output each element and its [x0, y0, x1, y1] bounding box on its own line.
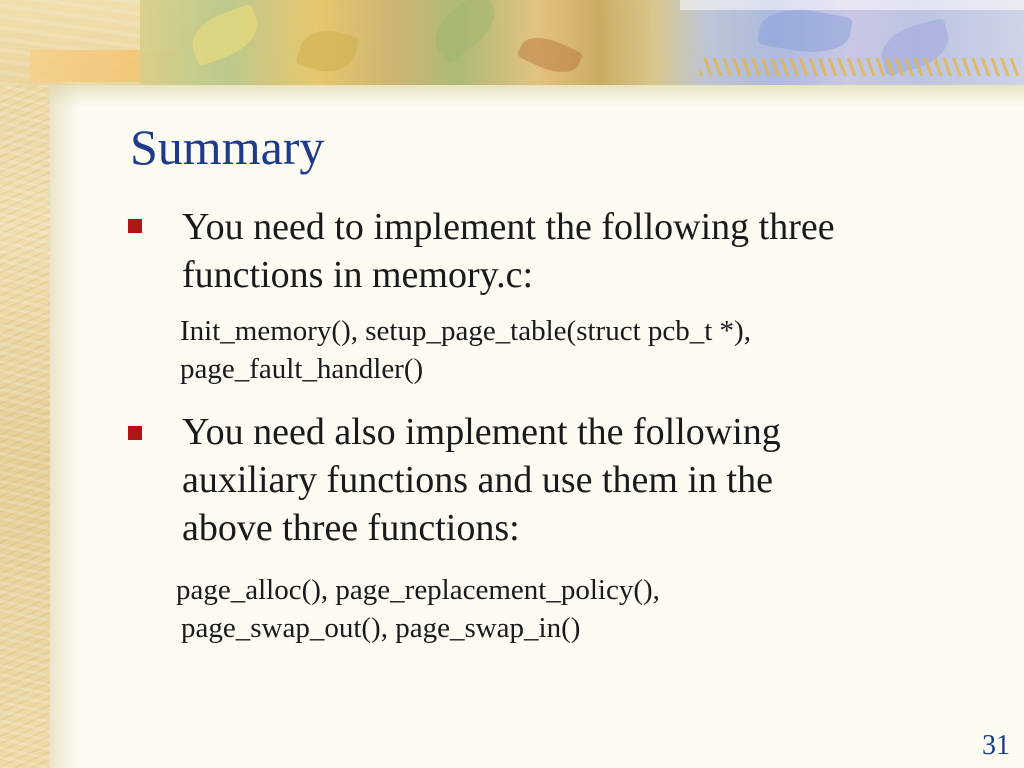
sub-line: Init_memory(), setup_page_table(struct pcb_t *),	[180, 315, 751, 347]
bullet-marker	[128, 426, 142, 440]
wheat-decoration	[700, 58, 1020, 76]
left-shadow	[50, 85, 80, 768]
bullet-text	[182, 203, 835, 299]
bullet-line: above three functions:	[182, 507, 520, 549]
banner-shadow	[50, 85, 1024, 107]
sub-line: page_swap_out(), page_swap_in()	[181, 612, 581, 644]
sub-line: page_fault_handler()	[180, 353, 424, 385]
bullet-line: functions in memory.c:	[182, 254, 534, 296]
bullet-line: auxiliary functions and use them in the	[182, 459, 773, 501]
sub-text	[180, 312, 751, 388]
bullet-line: You need also implement the following	[182, 411, 781, 453]
left-decorative-strip	[0, 0, 50, 768]
top-decorative-banner	[0, 0, 1024, 85]
sub-line: page_alloc(), page_replacement_policy(),	[176, 574, 660, 606]
banner-highlight	[680, 0, 1024, 10]
page-number: 31	[982, 730, 1010, 761]
slide-title: Summary	[130, 119, 325, 175]
sub-text	[176, 571, 660, 647]
bullet-marker	[128, 219, 142, 233]
bullet-line: You need to implement the following three	[182, 206, 835, 248]
bullet-text	[182, 408, 781, 552]
